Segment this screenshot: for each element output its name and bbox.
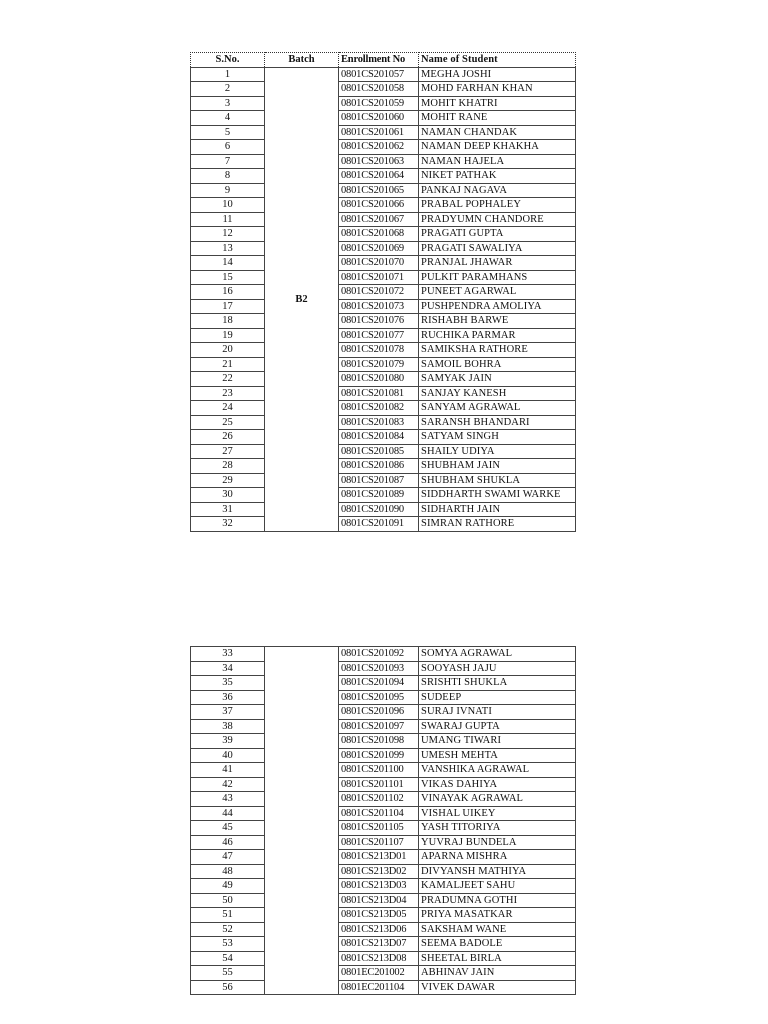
cell-student-name: PUSHPENDRA AMOLIYA (419, 299, 576, 314)
table-row (191, 212, 576, 227)
cell-student-name: PULKIT PARAMHANS (419, 270, 576, 285)
table-row (191, 690, 576, 705)
cell-enrollment: 0801CS213D04 (339, 893, 419, 908)
table-row (191, 169, 576, 184)
table-row (191, 198, 576, 213)
cell-sno: 46 (191, 835, 265, 850)
cell-enrollment: 0801CS201104 (339, 806, 419, 821)
cell-enrollment: 0801CS201107 (339, 835, 419, 850)
cell-sno: 33 (191, 647, 265, 662)
student-table-page-2 (190, 646, 576, 995)
cell-student-name: UMANG TIWARI (419, 734, 576, 749)
cell-sno: 30 (191, 488, 265, 503)
cell-student-name: YASH TITORIYA (419, 821, 576, 836)
cell-sno: 20 (191, 343, 265, 358)
cell-sno: 54 (191, 951, 265, 966)
cell-enrollment: 0801CS213D03 (339, 879, 419, 894)
cell-student-name: PRADYUMN CHANDORE (419, 212, 576, 227)
cell-student-name: VISHAL UIKEY (419, 806, 576, 821)
table-body (191, 67, 576, 531)
cell-sno: 19 (191, 328, 265, 343)
table-row (191, 719, 576, 734)
table-row (191, 415, 576, 430)
cell-student-name: SARANSH BHANDARI (419, 415, 576, 430)
table-row (191, 299, 576, 314)
cell-enrollment: 0801CS201096 (339, 705, 419, 720)
cell-student-name: ABHINAV JAIN (419, 966, 576, 981)
cell-sno: 17 (191, 299, 265, 314)
cell-enrollment: 0801CS201093 (339, 661, 419, 676)
table-row (191, 241, 576, 256)
cell-sno: 55 (191, 966, 265, 981)
cell-enrollment: 0801CS201061 (339, 125, 419, 140)
cell-enrollment: 0801CS201079 (339, 357, 419, 372)
cell-enrollment: 0801CS201087 (339, 473, 419, 488)
cell-batch (265, 647, 339, 995)
cell-student-name: PANKAJ NAGAVA (419, 183, 576, 198)
cell-student-name: MOHD FARHAN KHAN (419, 82, 576, 97)
cell-enrollment: 0801CS201105 (339, 821, 419, 836)
table-row (191, 517, 576, 532)
cell-enrollment: 0801CS201081 (339, 386, 419, 401)
cell-enrollment: 0801CS201095 (339, 690, 419, 705)
cell-enrollment: 0801CS201100 (339, 763, 419, 778)
table-row (191, 125, 576, 140)
cell-enrollment: 0801CS201063 (339, 154, 419, 169)
cell-enrollment: 0801CS201078 (339, 343, 419, 358)
cell-student-name: MOHIT RANE (419, 111, 576, 126)
cell-student-name: UMESH MEHTA (419, 748, 576, 763)
cell-student-name: APARNA MISHRA (419, 850, 576, 865)
cell-sno: 50 (191, 893, 265, 908)
cell-student-name: VANSHIKA AGRAWAL (419, 763, 576, 778)
cell-sno: 56 (191, 980, 265, 995)
cell-enrollment: 0801CS201073 (339, 299, 419, 314)
cell-sno: 47 (191, 850, 265, 865)
cell-enrollment: 0801CS201101 (339, 777, 419, 792)
cell-enrollment: 0801CS201058 (339, 82, 419, 97)
table-row (191, 893, 576, 908)
cell-sno: 25 (191, 415, 265, 430)
cell-enrollment: 0801CS201076 (339, 314, 419, 329)
cell-student-name: SHAILY UDIYA (419, 444, 576, 459)
table-row (191, 140, 576, 155)
header-sno: S.No. (191, 53, 265, 68)
student-table-page-1 (190, 52, 576, 532)
table-row (191, 835, 576, 850)
table-row (191, 67, 576, 82)
cell-sno: 36 (191, 690, 265, 705)
cell-sno: 10 (191, 198, 265, 213)
cell-student-name: SHUBHAM JAIN (419, 459, 576, 474)
table-row (191, 183, 576, 198)
cell-sno: 15 (191, 270, 265, 285)
cell-sno: 41 (191, 763, 265, 778)
cell-enrollment: 0801CS201060 (339, 111, 419, 126)
cell-student-name: PRADUMNA GOTHI (419, 893, 576, 908)
cell-enrollment: 0801CS213D06 (339, 922, 419, 937)
cell-student-name: SOOYASH JAJU (419, 661, 576, 676)
cell-enrollment: 0801CS201097 (339, 719, 419, 734)
cell-enrollment: 0801CS201070 (339, 256, 419, 271)
table-row (191, 256, 576, 271)
cell-enrollment: 0801CS201090 (339, 502, 419, 517)
cell-student-name: VINAYAK AGRAWAL (419, 792, 576, 807)
cell-sno: 18 (191, 314, 265, 329)
cell-sno: 34 (191, 661, 265, 676)
cell-sno: 31 (191, 502, 265, 517)
cell-student-name: PRAGATI GUPTA (419, 227, 576, 242)
cell-sno: 14 (191, 256, 265, 271)
cell-student-name: SWARAJ GUPTA (419, 719, 576, 734)
table-row (191, 111, 576, 126)
cell-student-name: PRAGATI SAWALIYA (419, 241, 576, 256)
cell-student-name: PRIYA MASATKAR (419, 908, 576, 923)
cell-sno: 7 (191, 154, 265, 169)
cell-student-name: SHUBHAM SHUKLA (419, 473, 576, 488)
cell-enrollment: 0801CS201080 (339, 372, 419, 387)
cell-student-name: SAMIKSHA RATHORE (419, 343, 576, 358)
header-row (191, 53, 576, 68)
table-row (191, 777, 576, 792)
cell-enrollment: 0801CS201065 (339, 183, 419, 198)
cell-student-name: NIKET PATHAK (419, 169, 576, 184)
cell-student-name: SAMOIL BOHRA (419, 357, 576, 372)
cell-student-name: KAMALJEET SAHU (419, 879, 576, 894)
cell-student-name: SIDDHARTH SWAMI WARKE (419, 488, 576, 503)
cell-student-name: NAMAN DEEP KHAKHA (419, 140, 576, 155)
table-row (191, 647, 576, 662)
cell-enrollment: 0801CS201086 (339, 459, 419, 474)
cell-sno: 35 (191, 676, 265, 691)
table-row (191, 864, 576, 879)
cell-sno: 3 (191, 96, 265, 111)
cell-enrollment: 0801CS201059 (339, 96, 419, 111)
table-row (191, 821, 576, 836)
cell-enrollment: 0801CS201064 (339, 169, 419, 184)
cell-sno: 6 (191, 140, 265, 155)
table-header (191, 53, 576, 68)
cell-sno: 9 (191, 183, 265, 198)
cell-enrollment: 0801CS201084 (339, 430, 419, 445)
table-row (191, 386, 576, 401)
cell-enrollment: 0801CS201089 (339, 488, 419, 503)
table-row (191, 850, 576, 865)
cell-enrollment: 0801CS201099 (339, 748, 419, 763)
cell-sno: 12 (191, 227, 265, 242)
cell-student-name: SUDEEP (419, 690, 576, 705)
cell-enrollment: 0801CS201077 (339, 328, 419, 343)
cell-sno: 28 (191, 459, 265, 474)
table-row (191, 328, 576, 343)
table-row (191, 966, 576, 981)
cell-sno: 24 (191, 401, 265, 416)
cell-sno: 38 (191, 719, 265, 734)
table-row (191, 763, 576, 778)
cell-student-name: SURAJ IVNATI (419, 705, 576, 720)
cell-enrollment: 0801CS201057 (339, 67, 419, 82)
table-row (191, 96, 576, 111)
cell-enrollment: 0801CS213D01 (339, 850, 419, 865)
cell-student-name: PUNEET AGARWAL (419, 285, 576, 300)
cell-student-name: YUVRAJ BUNDELA (419, 835, 576, 850)
cell-sno: 1 (191, 67, 265, 82)
cell-enrollment: 0801CS213D02 (339, 864, 419, 879)
cell-enrollment: 0801EC201002 (339, 966, 419, 981)
cell-enrollment: 0801EC201104 (339, 980, 419, 995)
cell-sno: 45 (191, 821, 265, 836)
cell-enrollment: 0801CS201082 (339, 401, 419, 416)
cell-student-name: SIMRAN RATHORE (419, 517, 576, 532)
cell-student-name: SHEETAL BIRLA (419, 951, 576, 966)
table-row (191, 343, 576, 358)
table-row (191, 661, 576, 676)
cell-student-name: VIKAS DAHIYA (419, 777, 576, 792)
cell-sno: 23 (191, 386, 265, 401)
cell-student-name: MEGHA JOSHI (419, 67, 576, 82)
table-row (191, 488, 576, 503)
cell-sno: 42 (191, 777, 265, 792)
table-row (191, 473, 576, 488)
table-row (191, 270, 576, 285)
table-row (191, 951, 576, 966)
cell-sno: 2 (191, 82, 265, 97)
header-enrollment: Enrollment No (339, 53, 419, 68)
cell-enrollment: 0801CS201091 (339, 517, 419, 532)
cell-sno: 22 (191, 372, 265, 387)
cell-student-name: SOMYA AGRAWAL (419, 647, 576, 662)
cell-sno: 40 (191, 748, 265, 763)
cell-enrollment: 0801CS201066 (339, 198, 419, 213)
cell-enrollment: 0801CS213D08 (339, 951, 419, 966)
cell-student-name: NAMAN HAJELA (419, 154, 576, 169)
cell-sno: 29 (191, 473, 265, 488)
table-row (191, 937, 576, 952)
cell-student-name: SANJAY KANESH (419, 386, 576, 401)
table-row (191, 922, 576, 937)
table-row (191, 227, 576, 242)
table-row (191, 372, 576, 387)
cell-student-name: PRABAL POPHALEY (419, 198, 576, 213)
cell-sno: 26 (191, 430, 265, 445)
cell-student-name: SIDHARTH JAIN (419, 502, 576, 517)
table-row (191, 748, 576, 763)
cell-student-name: NAMAN CHANDAK (419, 125, 576, 140)
cell-sno: 16 (191, 285, 265, 300)
table-row (191, 980, 576, 995)
table-row (191, 154, 576, 169)
cell-sno: 4 (191, 111, 265, 126)
cell-student-name: RUCHIKA PARMAR (419, 328, 576, 343)
table-row (191, 401, 576, 416)
cell-enrollment: 0801CS201094 (339, 676, 419, 691)
cell-enrollment: 0801CS201069 (339, 241, 419, 256)
table-row (191, 734, 576, 749)
table-row (191, 806, 576, 821)
cell-enrollment: 0801CS201068 (339, 227, 419, 242)
cell-sno: 13 (191, 241, 265, 256)
cell-enrollment: 0801CS213D05 (339, 908, 419, 923)
cell-student-name: SANYAM AGRAWAL (419, 401, 576, 416)
cell-enrollment: 0801CS201098 (339, 734, 419, 749)
table-row (191, 792, 576, 807)
table-row (191, 502, 576, 517)
table-row (191, 705, 576, 720)
cell-batch: B2 (265, 67, 339, 531)
cell-enrollment: 0801CS201085 (339, 444, 419, 459)
cell-enrollment: 0801CS201083 (339, 415, 419, 430)
table-row (191, 908, 576, 923)
cell-sno: 53 (191, 937, 265, 952)
table-row (191, 879, 576, 894)
cell-sno: 32 (191, 517, 265, 532)
cell-sno: 21 (191, 357, 265, 372)
table-row (191, 676, 576, 691)
header-name: Name of Student (419, 53, 576, 68)
table-row (191, 314, 576, 329)
cell-enrollment: 0801CS201092 (339, 647, 419, 662)
cell-sno: 51 (191, 908, 265, 923)
cell-student-name: MOHIT KHATRI (419, 96, 576, 111)
table-row (191, 357, 576, 372)
table-body (191, 647, 576, 995)
cell-sno: 44 (191, 806, 265, 821)
cell-sno: 27 (191, 444, 265, 459)
cell-student-name: SAMYAK JAIN (419, 372, 576, 387)
cell-sno: 39 (191, 734, 265, 749)
cell-sno: 8 (191, 169, 265, 184)
cell-student-name: VIVEK DAWAR (419, 980, 576, 995)
cell-student-name: DIVYANSH MATHIYA (419, 864, 576, 879)
cell-enrollment: 0801CS201071 (339, 270, 419, 285)
table-row (191, 459, 576, 474)
cell-student-name: PRANJAL JHAWAR (419, 256, 576, 271)
cell-enrollment: 0801CS201062 (339, 140, 419, 155)
cell-enrollment: 0801CS213D07 (339, 937, 419, 952)
cell-student-name: SATYAM SINGH (419, 430, 576, 445)
cell-enrollment: 0801CS201072 (339, 285, 419, 300)
cell-sno: 49 (191, 879, 265, 894)
cell-sno: 52 (191, 922, 265, 937)
cell-sno: 48 (191, 864, 265, 879)
cell-sno: 5 (191, 125, 265, 140)
table-row (191, 285, 576, 300)
header-batch: Batch (265, 53, 339, 68)
cell-student-name: SEEMA BADOLE (419, 937, 576, 952)
cell-student-name: RISHABH BARWE (419, 314, 576, 329)
cell-student-name: SAKSHAM WANE (419, 922, 576, 937)
cell-sno: 43 (191, 792, 265, 807)
table-row (191, 430, 576, 445)
cell-student-name: SRISHTI SHUKLA (419, 676, 576, 691)
cell-enrollment: 0801CS201102 (339, 792, 419, 807)
table-row (191, 444, 576, 459)
cell-enrollment: 0801CS201067 (339, 212, 419, 227)
cell-sno: 37 (191, 705, 265, 720)
table-row (191, 82, 576, 97)
cell-sno: 11 (191, 212, 265, 227)
